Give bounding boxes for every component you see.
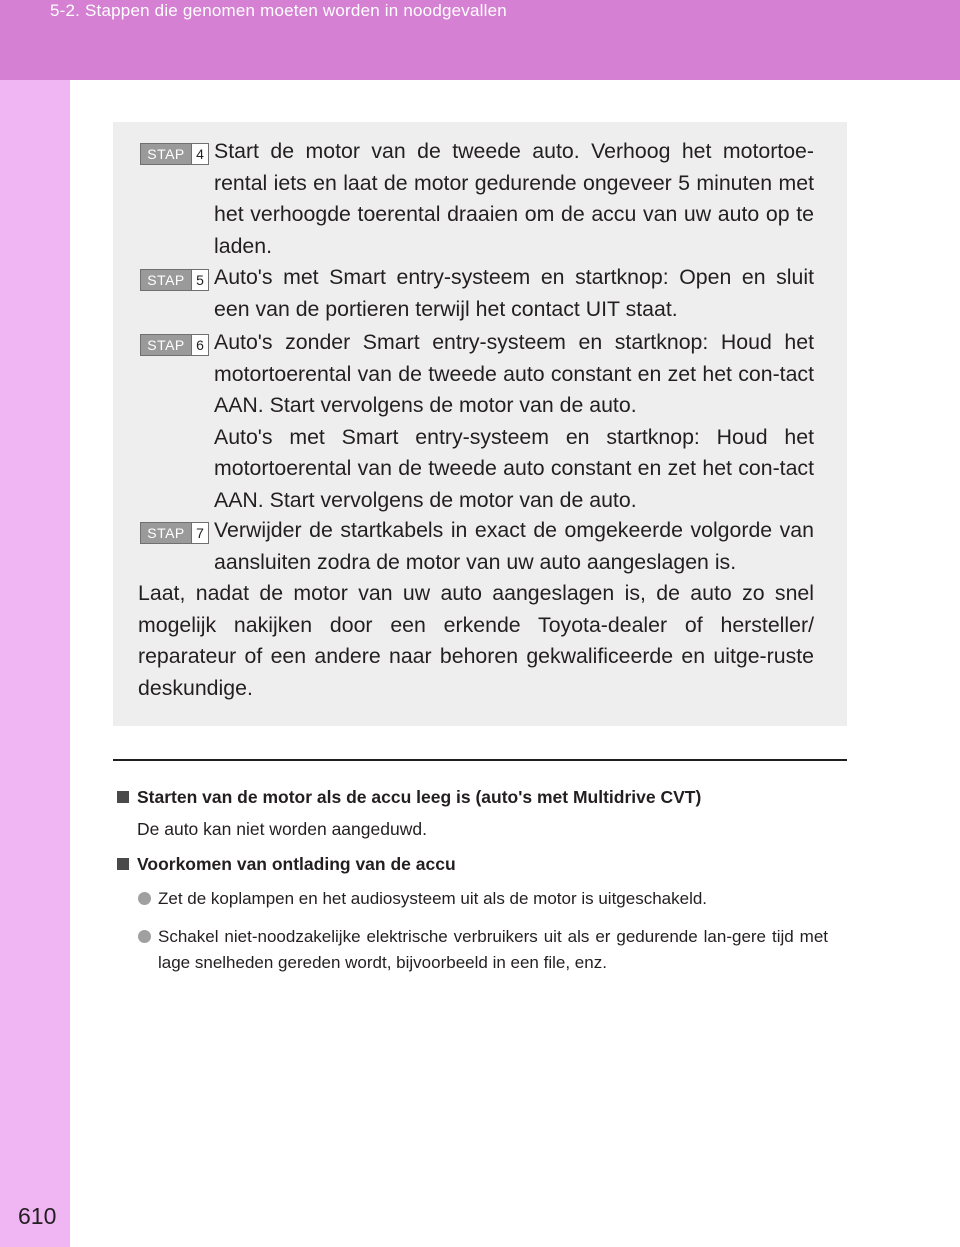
step-paragraph: Auto's zonder Smart entry-systeem en startknop: Houd het motortoerental van de tweede auto constant en zet het con-tact AAN. Start vervolgens de motor van de auto. [214, 330, 814, 417]
step-paragraph: Verwijder de startkabels in exact de omgekeerde volgorde van aansluiten zodra de motor van uw auto aangeslagen is. [214, 518, 814, 574]
step-7 [140, 515, 820, 578]
bullet-text: Schakel niet-noodzakelijke elektrische verbruikers uit als er gedurende lan-gere tijd met lage snelheden gereden wordt, bijvoorbeeld in een file, enz. [158, 927, 828, 972]
step-badge-number: 5 [191, 270, 208, 290]
summary-paragraph: Laat, nadat de motor van uw auto aangeslagen is, de auto zo snel mogelijk nakijken door een erkende Toyota-dealer of hersteller/ reparateur of een andere naar behoren gekwalificeerde en uitge-ruste deskundige. [138, 581, 814, 700]
side-strip [0, 80, 70, 1247]
step-badge-label: STAP [141, 523, 191, 543]
step-text [214, 327, 814, 516]
bullet-text: Zet de koplampen en het audiosysteem uit als de motor is uitgeschakeld. [158, 889, 708, 908]
step-5 [140, 262, 820, 325]
note-heading-text: Starten van de motor als de accu leeg is (auto's met Multidrive CVT) [137, 787, 702, 807]
step-badge-number: 7 [191, 523, 208, 543]
bullet-item [138, 924, 828, 976]
circle-bullet-icon [138, 930, 151, 943]
divider [113, 759, 847, 761]
section-title: 5-2. Stappen die genomen moeten worden in noodgevallen [50, 1, 507, 20]
page-number: 610 [18, 1203, 57, 1229]
step-badge [140, 334, 209, 356]
header-bar [0, 0, 960, 80]
square-bullet-icon [117, 858, 129, 870]
step-badge-label: STAP [141, 335, 191, 355]
step-text [214, 262, 814, 325]
step-text [214, 136, 814, 262]
step-paragraph: Auto's met Smart entry-systeem en startknop: Open en sluit een van de portieren terwijl het contact UIT staat. [214, 265, 814, 321]
step-6 [140, 327, 820, 516]
circle-bullet-icon [138, 892, 151, 905]
step-4 [140, 136, 820, 262]
step-badge [140, 269, 209, 291]
bullet-item [138, 886, 828, 912]
step-text [214, 515, 814, 578]
step-badge [140, 522, 209, 544]
step-badge-label: STAP [141, 144, 191, 164]
step-paragraph: Auto's met Smart entry-systeem en startknop: Houd het motortoerental van de tweede auto constant en zet het con-tact AAN. Start vervolgens de motor van de auto. [214, 424, 814, 512]
note-text: De auto kan niet worden aangeduwd. [137, 819, 427, 839]
note-heading-text: Voorkomen van ontlading van de accu [137, 854, 456, 874]
step-badge-label: STAP [141, 270, 191, 290]
note-heading [117, 853, 456, 875]
step-badge [140, 143, 209, 165]
step-badge-number: 6 [191, 335, 208, 355]
square-bullet-icon [117, 791, 129, 803]
step-paragraph: Start de motor van de tweede auto. Verhoog het motortoe-rental iets en laat de motor gedurende ongeveer 5 minuten met het verhoogde toerental draaien om de accu van uw auto op te laden. [214, 139, 814, 258]
step-badge-number: 4 [191, 144, 208, 164]
note-heading [117, 786, 701, 808]
